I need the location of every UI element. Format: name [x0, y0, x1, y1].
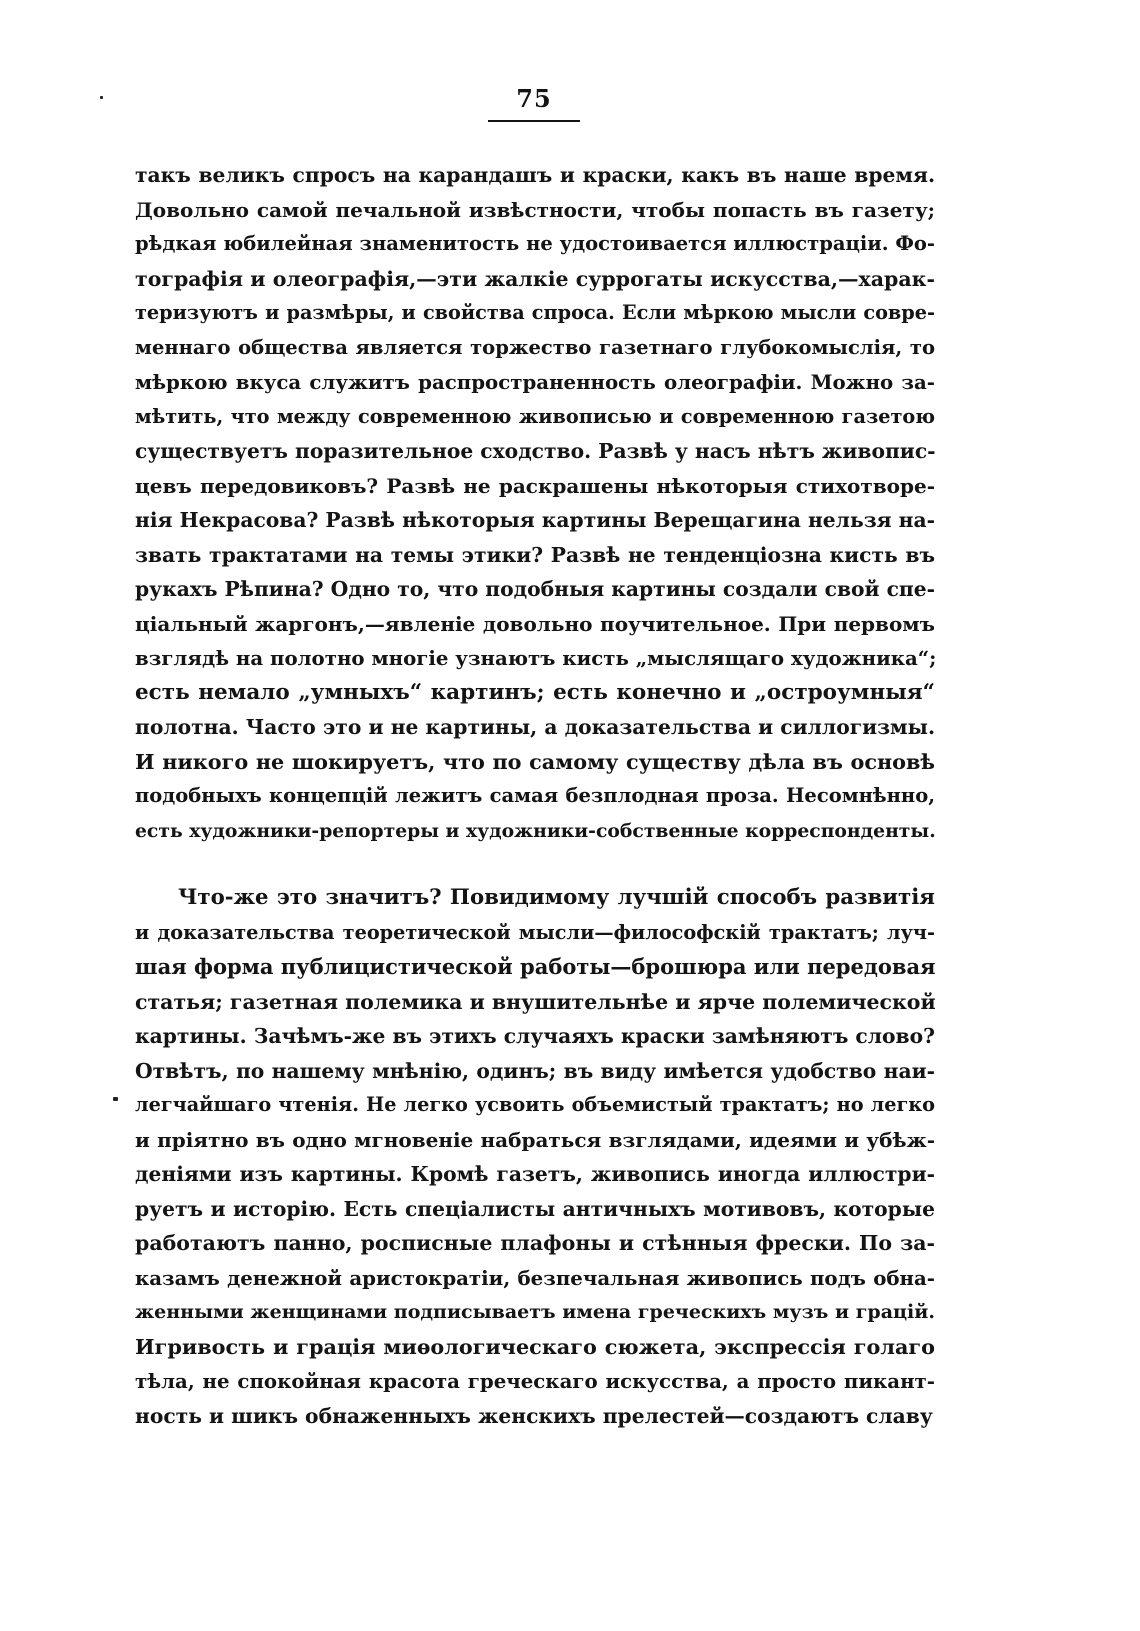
print-speck	[113, 1097, 118, 1101]
text-line: картины. Зачѣмъ-же въ этихъ случаяхъ краски замѣняютъ слово?	[135, 1024, 935, 1048]
text-line: деніями изъ картины. Кромѣ газетъ, живопись иногда иллюстри-	[135, 1162, 935, 1186]
text-line: рѣдкая юбилейная знаменитость не удостоивается иллюстраціи. Фо-	[135, 232, 935, 255]
text-line: Отвѣтъ, по нашему мнѣнію, одинъ; въ виду имѣется удобство наи-	[135, 1058, 935, 1083]
text-line: существуетъ поразительное сходство. Развѣ у насъ нѣтъ живопис-	[135, 439, 936, 463]
text-line: рукахъ Рѣпина? Одно то, что подобныя картины создали свой спе-	[135, 577, 936, 601]
text-line: тографія и олеографія,—эти жалкіе суррогаты искусства,—харак-	[135, 266, 935, 291]
text-line: взглядѣ на полотно многіе узнаютъ кисть „мыслящаго художника“;	[135, 646, 937, 670]
print-speck	[100, 96, 103, 99]
paragraph-2	[135, 881, 935, 1433]
text-line: тѣла, не спокойная красота греческаго искусства, а просто пикант-	[135, 1369, 935, 1393]
text-line: мѣркою вкуса служитъ распространенность олеографіи. Можно за-	[135, 370, 935, 394]
text-line: подобныхъ концепцій лежитъ самая безплодная проза. Несомнѣнно,	[135, 784, 935, 807]
text-line: есть художники-репортеры и художники-собственные корреспонденты.	[135, 819, 936, 842]
text-line: есть немало „умныхъ“ картинъ; есть конечно и „остроумныя“	[135, 679, 935, 705]
text-line: казамъ денежной аристократіи, безпечальная живопись подъ обна-	[135, 1265, 935, 1290]
text-line: меннаго общества является торжество газетнаго глубокомыслія, то	[135, 335, 935, 359]
text-line: статья; газетная полемика и внушительнѣе и ярче полемической	[135, 989, 936, 1014]
page-number: 75	[516, 84, 552, 113]
text-line: нія Некрасова? Развѣ нѣкоторыя картины Верещагина нельзя на-	[135, 508, 935, 532]
text-line: и доказательства теоретической мысли—философскій трактатъ; луч-	[135, 920, 935, 944]
text-line: ціальный жаргонъ,—явленіе довольно поучительное. При первомъ	[135, 611, 935, 636]
text-line: работаютъ панно, росписные плафоны и стѣнныя фрески. По за-	[135, 1231, 935, 1255]
text-line: Что-же это значитъ? Повидимому лучшій способъ развитія	[178, 885, 935, 910]
text-line: шая форма публицистической работы—брошюра или передовая	[135, 954, 936, 979]
text-line: звать трактатами на темы этики? Развѣ не тенденціозна кисть въ	[135, 542, 935, 567]
text-line: Игривость и грація миѳологическаго сюжета, экспрессія голаго	[135, 1334, 935, 1359]
text-line: руетъ и исторію. Есть спеціалисты античныхъ мотивовъ, которые	[135, 1196, 935, 1221]
text-line: ность и шикъ обнаженныхъ женскихъ прелестей—создаютъ славу	[135, 1403, 933, 1428]
text-line: женными женщинами подписываетъ имена греческихъ музъ и грацій.	[135, 1301, 935, 1323]
text-line: теризуютъ и размѣры, и свойства спроса. Если мѣркою мысли совре-	[135, 301, 935, 324]
text-line: мѣтить, что между современною живописью и современною газетою	[135, 404, 935, 428]
page-number-rule	[488, 120, 580, 122]
paragraph-1	[135, 158, 935, 848]
text-line: Довольно самой печальной извѣстности, чтобы попасть въ газету;	[135, 197, 935, 222]
text-line: легчайшаго чтенія. Не легко усвоить объемистый трактатъ; но легко	[135, 1093, 935, 1116]
text-line: И никого не шокируетъ, что по самому существу дѣла въ основѣ	[135, 749, 935, 774]
text-line: и пріятно въ одно мгновеніе набраться взглядами, идеями и убѣж-	[135, 1127, 935, 1152]
text-line: такъ великъ спросъ на карандашъ и краски, какъ въ наше время.	[135, 163, 935, 187]
text-line: полотна. Часто это и не картины, а доказательства и силлогизмы.	[135, 715, 935, 739]
text-line: цевъ передовиковъ? Развѣ не раскрашены нѣкоторыя стихотворе-	[135, 473, 935, 498]
